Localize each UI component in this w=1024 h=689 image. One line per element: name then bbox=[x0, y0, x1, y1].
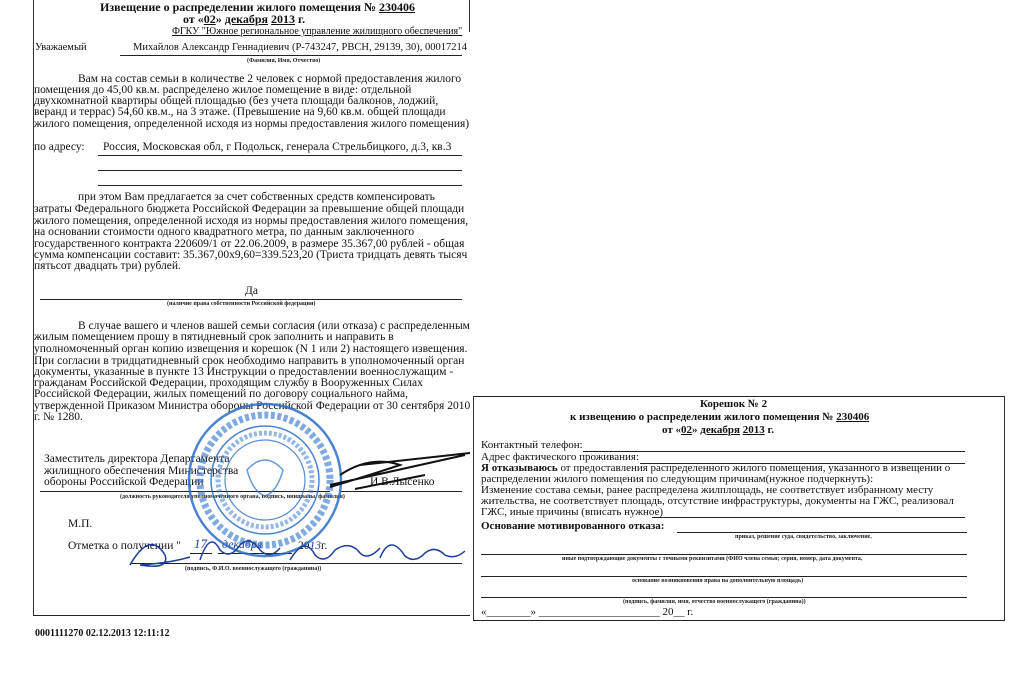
recipient-name: Михайлов Александр Геннадиевич (Р-743247, РВСН, 29139, 30), 00017214 bbox=[133, 42, 467, 53]
stub-date: от «02» декабря 2013 г. bbox=[662, 424, 774, 436]
notice-title: Извещение о распределении жилого помещения № 230406 bbox=[100, 0, 416, 14]
text-line: помещения до 45,00 кв.м. распределено жилое помещение в виде: отдельной bbox=[34, 84, 412, 96]
text-line: документы, указанные в пункте 13 Инструкции о предоставлении военнослужащим - bbox=[34, 366, 454, 378]
salutation: Уважаемый bbox=[35, 42, 87, 53]
ownership-caption: (наличие права собственности Российской федерации) bbox=[167, 301, 316, 307]
address-line bbox=[98, 155, 462, 156]
notice-date: от «02» декабря 2013 г. bbox=[183, 12, 306, 26]
signer-name: И.В.Лысенко bbox=[370, 476, 435, 488]
basis-label: Основание мотивированного отказа: bbox=[481, 520, 665, 532]
refusal-statement: Я отказываюсь от предоставления распределенного жилого помещения, указанного в извещении о bbox=[481, 462, 951, 474]
recipient-caption: (Фамилия, Имя, Отчество) bbox=[247, 58, 321, 64]
text-line: жилым помещением прошу в пятидневный срок заполнить и направить в bbox=[34, 331, 394, 343]
other-reason-field[interactable] bbox=[652, 517, 965, 518]
field-caption: иные подтверждающие документы с точными реквизитами (ФИО члена семьи; серия, номер, дата документа, bbox=[562, 556, 863, 562]
signer-position: Заместитель директора Департамента bbox=[44, 453, 230, 465]
seal-label: М.П. bbox=[68, 518, 93, 530]
stub-border-bottom bbox=[473, 620, 1005, 621]
text-line: государственного контракта 220609/1 от 22.06.2009, в размере 35.367,00 рублей - общая bbox=[34, 238, 465, 250]
stub-subtitle: к извещению о распределении жилого помещения № 230406 bbox=[570, 411, 870, 423]
address-label: по адресу: bbox=[34, 141, 85, 153]
text-line: распределении жилого помещения по следующим причинам(нужное подчеркнуть): bbox=[481, 473, 874, 485]
border-bottom bbox=[33, 615, 470, 616]
text-line: двухкомнатной квартиры общей площадью (без учета площади балконов, лоджий, bbox=[34, 95, 439, 107]
stub-date-line: «________» ______________________ 20__ г. bbox=[481, 606, 694, 618]
stub-title: Корешок № 2 bbox=[700, 398, 768, 410]
text-line: жилого помещения, определенной исходя из нормы предоставления жилого помещения) bbox=[34, 118, 470, 130]
text-line: В случае вашего и членов вашей семьи согласия (или отказа) с распределенным bbox=[78, 320, 470, 332]
text-line: утвержденной Приказом Министра обороны Российской Федерации от 30 сентября 2010 bbox=[34, 400, 471, 412]
stub-border-right bbox=[1004, 396, 1005, 620]
text-line: Российской Федерации, жилых помещений по договору социального найма, bbox=[34, 388, 408, 400]
border-right bbox=[469, 0, 470, 32]
recipient-signature bbox=[125, 530, 470, 575]
basis-field[interactable] bbox=[677, 532, 967, 533]
signer-position: обороны Российской Федерации bbox=[44, 476, 204, 488]
phone-field[interactable] bbox=[583, 451, 965, 452]
text-line: пятьсот двадцать три) рублей. bbox=[34, 260, 181, 272]
text-line: веранд и террас) 54,60 кв.м., на 3 этаже. (Превышение на 9,60 кв.м. общей площади bbox=[34, 106, 446, 118]
field-caption: основание возникновения права на дополнительную площадь) bbox=[632, 578, 804, 584]
document-footer-id: 0001111270 02.12.2013 12:11:12 bbox=[35, 628, 170, 639]
ownership-value: Да bbox=[245, 285, 258, 297]
address-value: Россия, Московская обл, г Подольск, генерала Стрельбицкого, д.3, кв.3 bbox=[103, 141, 452, 153]
stub-border-left bbox=[473, 396, 474, 620]
text-line: затраты Федерального бюджета Российской Федерации за превышение общей площади bbox=[34, 203, 465, 215]
text-line: г. № 1280. bbox=[34, 411, 83, 423]
reason-line: жительства, не соответствует площадь, отсутствие инфраструктуры, документы на ГЖС, реализовал bbox=[481, 495, 954, 507]
text-line: уполномоченный орган копию извещения и корешок (N 1 или 2) настоящего извещения. bbox=[34, 343, 468, 355]
receipt-mark: Отметка о получении " bbox=[68, 540, 181, 552]
text-line: при этом Вам предлагается за счет собственных средств компенсировать bbox=[78, 191, 435, 203]
field-caption: (подпись, фамилия, имя, отчество военнослужащего (гражданина)) bbox=[623, 599, 806, 605]
signer-signature bbox=[270, 445, 470, 495]
text-line: жилого помещения, определенной исходя из нормы предоставления жилого помещения, bbox=[34, 215, 469, 227]
residence-label: Адрес фактического проживания: bbox=[481, 451, 639, 463]
address-line bbox=[98, 170, 462, 171]
address-line bbox=[98, 185, 462, 186]
receipt-day: 17 bbox=[194, 536, 207, 551]
stub-border-top bbox=[473, 396, 1005, 397]
signer-position: жилищного обеспечения Министерства bbox=[44, 465, 239, 477]
receipt-caption: (подпись, Ф.И.О. военнослужащего (гражданина)) bbox=[185, 566, 322, 572]
field-caption: приказ, решение суда, свидетельство, заключение, bbox=[735, 534, 872, 540]
text-line: Вам на состав семьи в количестве 2 человек с нормой предоставления жилого bbox=[78, 73, 462, 85]
receipt-year: 2013г. bbox=[298, 540, 328, 552]
organization: ФГКУ "Южное региональное управление жилищного обеспечения" bbox=[172, 26, 463, 37]
phone-label: Контактный телефон: bbox=[481, 439, 583, 451]
text-line: При согласии в тридцатидневный срок необходимо направить в уполномоченный орган bbox=[34, 355, 465, 367]
basis-field[interactable] bbox=[481, 576, 967, 577]
text-line: гражданам Российской Федерации, проходящим службу в Вооруженных Силах bbox=[34, 377, 423, 389]
signature-field[interactable] bbox=[481, 597, 967, 598]
text-line: на основании стоимости одного квадратного метра, по данным заключенного bbox=[34, 226, 415, 238]
ownership-line bbox=[40, 299, 462, 300]
signer-caption: (должность руководителя уполномоченного органа, подпись, инициалы, фамилия) bbox=[120, 494, 345, 500]
reason-line: Изменение состава семьи, ранее распределена жилплощадь, не соответствует избранному месту bbox=[481, 484, 934, 496]
reason-line: ГЖС, иные причины (вписать нужное) bbox=[481, 506, 664, 518]
receipt-month: декабря bbox=[222, 537, 263, 551]
recipient-underline bbox=[120, 55, 462, 56]
basis-field[interactable] bbox=[481, 554, 967, 555]
text-line: сумма компенсации составит: 35.367,00х9,60=339.523,20 (Триста тридцать девять тысяч bbox=[34, 249, 468, 261]
